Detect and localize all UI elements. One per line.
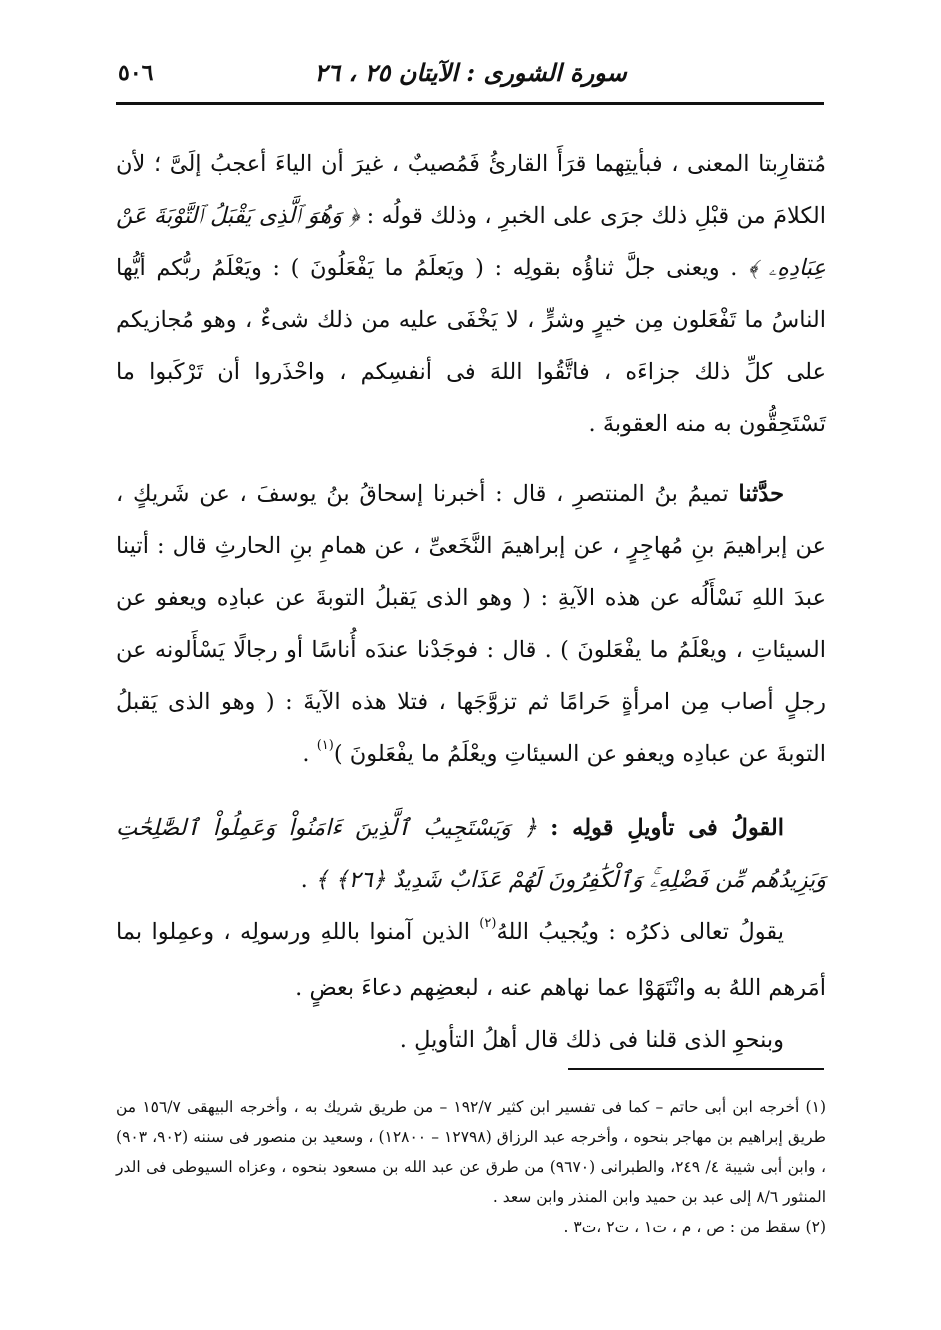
- paragraph-1-text: مُتقارِبتا المعنى ، فبأيتِهما قرَأَ القارئُ فَمُصيبٌ ، غيرَ أن الياءَ أعجبُ إلَىَّ ؛ لأن الكلامَ من قبْلِ ذلك جرَى على الخبرِ ، وذلك قولُه :: [116, 151, 826, 229]
- footnote-ref-1: (١): [316, 738, 334, 753]
- section-heading: القولُ فى تأويلِ قولِه :: [550, 815, 784, 841]
- paragraph-2-end: .: [302, 741, 310, 767]
- paragraph-5-text: وبنحوِ الذى قلنا فى ذلك قال أهلُ التأويلِ .: [399, 1027, 784, 1053]
- footnote-2: (٢) سقط من : ص ، م ، ت١ ، ت٢ ،ت٣ .: [563, 1218, 826, 1236]
- header-divider: [116, 102, 824, 105]
- paragraph-4: [116, 906, 826, 1014]
- quran-verse-1: ﴿ وَهُوَ ٱلَّذِى يَقْبَلُ ٱلتَّوْبَةَ عَنْ عِبَادِهِۦ ﴾: [116, 203, 826, 281]
- running-head: [118, 52, 823, 92]
- paragraph-4-text-b: الذين آمنوا باللهِ ورسولِه ، وعمِلوا بما أمَرهم اللهُ به وانْتَهَوْا عما نهاهم عنه ، لبعضِهم دعاءَ بعضٍ .: [116, 919, 826, 1001]
- quran-verse-2: ﴿ وَيَسْتَجِيبُ ٱلَّذِينَ ءَامَنُواْ وَعَمِلُواْ ٱلصَّٰلِحَٰتِ وَيَزِيدُهُم مِّن فَضْلِهِۦۚ وَٱلْكَٰفِرُونَ لَهُمْ عَذَابٌ شَدِيدٌ ﴿٢٦﴾ ﴾: [116, 815, 826, 893]
- paragraph-1-continuation: . ويعنى جلَّ ثناؤُه بقولِه : ( ويَعلَمُ ما يَفْعَلُونَ ) : ويَعْلَمُ ربُّكم أيُّها الناسُ ما تَفْعَلون مِن خيرٍ وشرٍّ ، لا يَخْفَى عليه من ذلك شىءٌ ، وهو مُجازيكم على كلِّ ذلك جزاءَه ، فاتَّقُوا اللهَ فى أنفسِكم ، واحْذَروا أن تَرْكَبوا ما تَسْتَحِقُّون به منه العقوبةَ .: [116, 255, 826, 437]
- paragraph-4-text-a: يقولُ تعالى ذكرُه : ويُجيبُ اللهُ: [496, 919, 785, 945]
- paragraph-1: [116, 138, 826, 450]
- paragraph-2: [116, 468, 826, 784]
- hadith-lead: حدَّثنا: [738, 481, 785, 507]
- footnote-ref-2: (٢): [479, 916, 497, 931]
- page-number: ٥٠٦: [118, 60, 154, 86]
- paragraph-5: [116, 1014, 826, 1066]
- running-head-title: سورة الشورى : الآيتان ٢٥ ، ٢٦: [314, 58, 627, 87]
- footnote-divider: [568, 1068, 824, 1070]
- footnote-1: (١) أخرجه ابن أبى حاتم – كما فى تفسير ابن كثير ١٩٢/٧ – من طريق شريك به ، وأخرجه البيهقى ١٥٦/٧ من طريق إبراهيم بن مهاجر بنحوه ، وأخرجه عبد الرزاق (١٢٧٩٨ – ١٢٨٠٠) ، وسعيد بن منصور فى سننه (٩٠٢، ٩٠٣) ، وابن أبى شيبة ٤/ ٢٤٩، والطبرانى (٩٦٧٠) من طرق عن عبد الله بن مسعود بنحوه ، وعزاه السيوطى فى الدر المنثور ٨/٦ إلى عبد بن حميد وابن المنذر وابن سعد .: [116, 1098, 826, 1206]
- main-text: [116, 138, 826, 1066]
- paragraph-3: [116, 802, 826, 906]
- footnotes: [116, 1092, 826, 1242]
- paragraph-3-end: .: [300, 867, 308, 893]
- paragraph-2-text: تميمُ بنُ المنتصرِ ، قال : أخبرنا إسحاقُ بنُ يوسفَ ، عن شَريكٍ ، عن إبراهيمَ بنِ مُهاجِرٍ ، عن إبراهيمَ النَّخَعىِّ ، عن همامِ بنِ الحارثِ قال : أتينا عبدَ اللهِ نَسْأَلُه عن هذه الآيةِ : ( وهو الذى يَقبلُ التوبةَ عن عبادِه ويعفو عن السيئاتِ ، ويعْلَمُ ما يفْعَلونَ ) . قال : فوجَدْنا عندَه أُناسًا أو رجالًا يَسْأَلونه عن رجلٍ أصاب مِن امرأةٍ حَرامًا ثم تزوَّجَها ، فتلا هذه الآيةَ : ( وهو الذى يَقبلُ التوبةَ عن عبادِه ويعفو عن السيئاتِ ويعْلَمُ ما يفْعَلونَ ): [116, 481, 826, 767]
